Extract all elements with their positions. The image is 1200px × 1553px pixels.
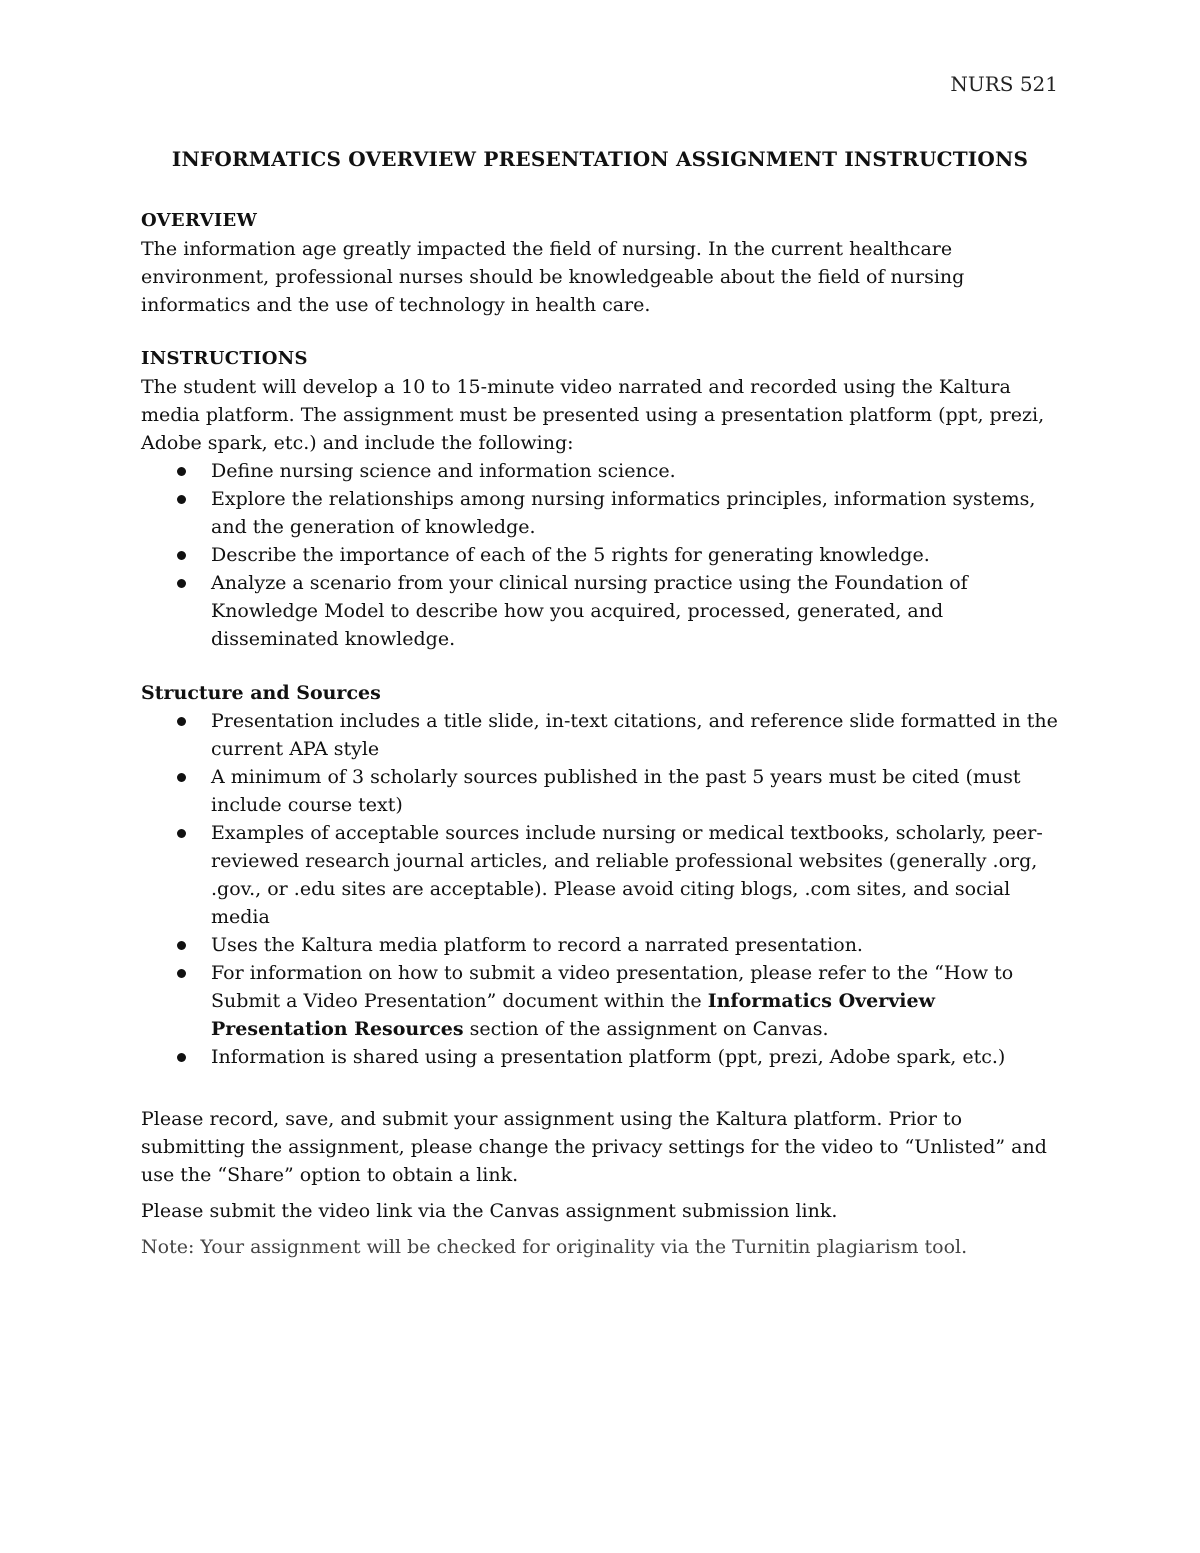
structure-heading: Structure and Sources: [141, 682, 381, 704]
list-item-video-submission: [141, 959, 1061, 1043]
overview-heading: OVERVIEW: [141, 210, 258, 231]
list-item: Examples of acceptable sources include nursing or medical textbooks, scholarly, peer-reviewed research journal articles, and reliable professional websites (generally .org, .gov., or .edu sites are acceptable). Please avoid citing blogs, .com sites, and social media: [141, 819, 1061, 931]
submission-paragraph: Please submit the video link via the Canvas assignment submission link.: [141, 1200, 838, 1222]
video-item-text: For information on how to submit a video presentation, please refer to the “How to Submit a Video Presentation” document within the: [211, 962, 1014, 1012]
list-item: Explore the relationships among nursing informatics principles, information systems, and the generation of knowledge.: [141, 485, 1061, 541]
closing-paragraph: Please record, save, and submit your assignment using the Kaltura platform. Prior to submitting the assignment, please change the privacy settings for the video to “Unlisted” and use the “Share” option to obtain a link.: [141, 1108, 1047, 1186]
instructions-heading: INSTRUCTIONS: [141, 348, 308, 369]
course-code: NURS 521: [950, 72, 1058, 96]
structure-list: [141, 707, 1061, 1071]
document-body: [141, 207, 1061, 1261]
list-item: Uses the Kaltura media platform to record a narrated presentation.: [141, 931, 1061, 959]
instructions-list: [141, 457, 1061, 653]
video-item-text-end: section of the assignment on Canvas.: [463, 1018, 829, 1040]
list-item: Analyze a scenario from your clinical nursing practice using the Foundation of Knowledge Model to describe how you acquired, processed, generated, and disseminated knowledge.: [141, 569, 1061, 653]
list-item: A minimum of 3 scholarly sources published in the past 5 years must be cited (must include course text): [141, 763, 1061, 819]
overview-text: The information age greatly impacted the field of nursing. In the current healthcare environment, professional nurses should be knowledgeable about the field of nursing informatics and the use of technology in health care.: [141, 238, 965, 316]
list-item: Presentation includes a title slide, in-text citations, and reference slide formatted in the current APA style: [141, 707, 1061, 763]
originality-note: Note: Your assignment will be checked for originality via the Turnitin plagiarism tool.: [141, 1236, 968, 1258]
list-item: Describe the importance of each of the 5 rights for generating knowledge.: [141, 541, 1061, 569]
list-item: Information is shared using a presentation platform (ppt, prezi, Adobe spark, etc.): [141, 1043, 1061, 1071]
document-title: INFORMATICS OVERVIEW PRESENTATION ASSIGNMENT INSTRUCTIONS: [171, 147, 1029, 171]
instructions-intro: The student will develop a 10 to 15-minute video narrated and recorded using the Kaltura media platform. The assignment must be presented using a presentation platform (ppt, prezi, Adobe spark, etc.) and include the following:: [141, 376, 1045, 454]
resources-section-name: Informatics Overview Presentation Resources: [211, 990, 935, 1040]
list-item: Define nursing science and information science.: [141, 457, 1061, 485]
